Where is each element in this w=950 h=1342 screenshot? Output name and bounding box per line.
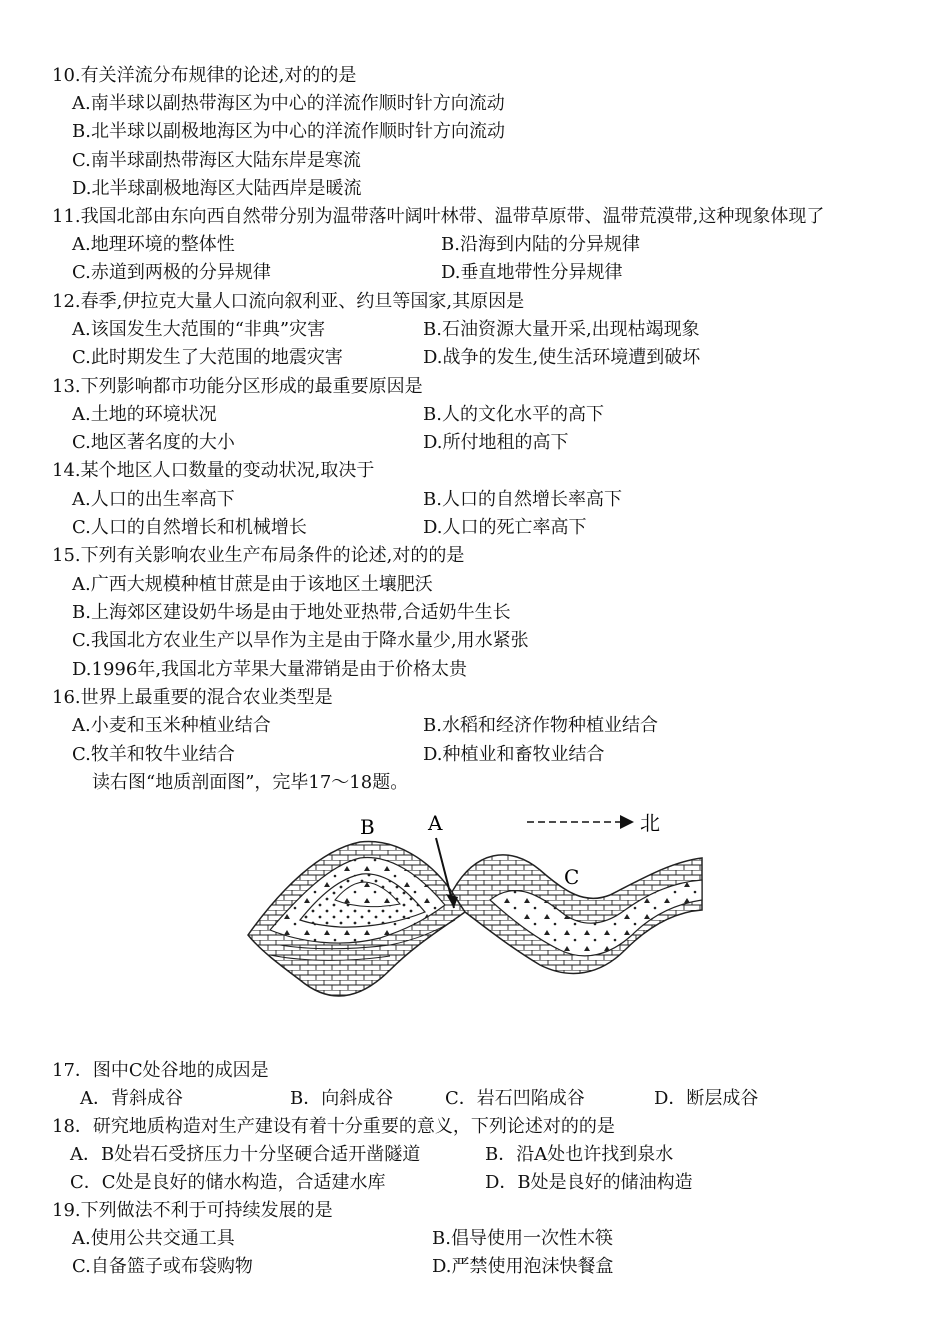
- question-10-option-a: A.南半球以副热带海区为中心的洋流作顺时针方向流动: [72, 93, 505, 114]
- question-10-option-c: C.南半球副热带海区大陆东岸是寒流: [72, 150, 361, 171]
- question-13-option-c: C.地区著名度的大小: [72, 432, 235, 453]
- question-10-stem: 10.有关洋流分布规律的论述,对的的是: [52, 65, 357, 86]
- question-12-option-c: C.此时期发生了大范围的地震灾害: [72, 347, 343, 368]
- question-14-option-d: D.人口的死亡率高下: [423, 517, 587, 538]
- question-18-option-d: D．B处是良好的储油构造: [485, 1172, 693, 1193]
- question-10-option-b: B.北半球以副极地海区为中心的洋流作顺时针方向流动: [72, 121, 505, 142]
- question-18-stem: 18．研究地质构造对生产建设有着十分重要的意义，下列论述对的的是: [52, 1116, 615, 1137]
- question-17-option-b: B．向斜成谷: [290, 1088, 394, 1109]
- question-13-option-a: A.土地的环境状况: [72, 404, 217, 425]
- question-15-option-c: C.我国北方农业生产以旱作为主是由于降水量少,用水紧张: [72, 630, 529, 651]
- question-12-option-b: B.石油资源大量开采,出现枯竭现象: [423, 319, 700, 340]
- north-label: 北: [640, 811, 660, 835]
- question-19-option-c: C.自备篮子或布袋购物: [72, 1256, 253, 1277]
- question-17-option-a: A．背斜成谷: [80, 1088, 183, 1109]
- question-18-option-b: B．沿A处也许找到泉水: [485, 1144, 674, 1165]
- question-15-stem: 15.下列有关影响农业生产布局条件的论述,对的的是: [52, 545, 465, 566]
- question-11-option-c: C.赤道到两极的分异规律: [72, 262, 271, 283]
- question-16-option-c: C.牧羊和牧牛业结合: [72, 744, 235, 765]
- question-13-option-b: B.人的文化水平的高下: [423, 404, 604, 425]
- question-17-stem: 17．图中C处谷地的成因是: [52, 1060, 269, 1081]
- question-16-option-d: D.种植业和畜牧业结合: [423, 744, 605, 765]
- anticline-b: [248, 842, 465, 996]
- question-12-stem: 12.春季,伊拉克大量人口流向叙利亚、约旦等国家,其原因是: [52, 291, 525, 312]
- question-15-option-b: B.上海郊区建设奶牛场是由于地处亚热带,合适奶牛生长: [72, 602, 511, 623]
- question-17-option-d: D．断层成谷: [654, 1088, 759, 1109]
- north-arrow-head: [620, 815, 634, 829]
- question-14-option-c: C.人口的自然增长和机械增长: [72, 517, 307, 538]
- question-18-option-a: A．B处岩石受挤压力十分坚硬合适开凿隧道: [70, 1144, 421, 1165]
- question-16-stem: 16.世界上最重要的混合农业类型是: [52, 687, 333, 708]
- label-c: C: [564, 865, 580, 889]
- geologic-section-figure: [240, 800, 710, 1020]
- question-18-option-c: C．C处是良好的储水构造，合适建水库: [70, 1172, 386, 1193]
- question-14-stem: 14.某个地区人口数量的变动状况,取决于: [52, 460, 375, 481]
- question-13-option-d: D.所付地租的高下: [423, 432, 569, 453]
- question-19-option-b: B.倡导使用一次性木筷: [432, 1228, 613, 1249]
- question-19-option-d: D.严禁使用泡沫快餐盒: [432, 1256, 614, 1277]
- question-16-option-b: B.水稻和经济作物种植业结合: [423, 715, 658, 736]
- question-11-option-d: D.垂直地带性分异规律: [441, 262, 623, 283]
- question-11-stem: 11.我国北部由东向西自然带分别为温带落叶阔叶林带、温带草原带、温带荒漠带,这种现象体现了: [52, 206, 825, 227]
- question-19-stem: 19.下列做法不利于可持续发展的是: [52, 1200, 333, 1221]
- question-15-option-d: D.1996年,我国北方苹果大量滞销是由于价格太贵: [72, 659, 468, 680]
- question-14-option-b: B.人口的自然增长率高下: [423, 489, 622, 510]
- figure-intro: 读右图“地质剖面图”，完毕17～18题。: [92, 772, 409, 793]
- question-13-stem: 13.下列影响都市功能分区形成的最重要原因是: [52, 376, 423, 397]
- question-11-option-b: B.沿海到内陆的分异规律: [441, 234, 640, 255]
- label-a: A: [428, 811, 443, 835]
- question-14-option-a: A.人口的出生率高下: [72, 489, 235, 510]
- question-10-option-d: D.北半球副极地海区大陆西岸是暖流: [72, 178, 362, 199]
- label-b: B: [360, 815, 375, 839]
- question-15-option-a: A.广西大规模种植甘蔗是由于该地区土壤肥沃: [72, 574, 433, 595]
- question-11-option-a: A.地理环境的整体性: [72, 234, 235, 255]
- question-12-option-d: D.战争的发生,使生活环境遭到破坏: [423, 347, 701, 368]
- question-19-option-a: A.使用公共交通工具: [72, 1228, 235, 1249]
- question-12-option-a: A.该国发生大范围的“非典”灾害: [72, 319, 326, 340]
- question-16-option-a: A.小麦和玉米种植业结合: [72, 715, 271, 736]
- question-17-option-c: C．岩石凹陷成谷: [445, 1088, 585, 1109]
